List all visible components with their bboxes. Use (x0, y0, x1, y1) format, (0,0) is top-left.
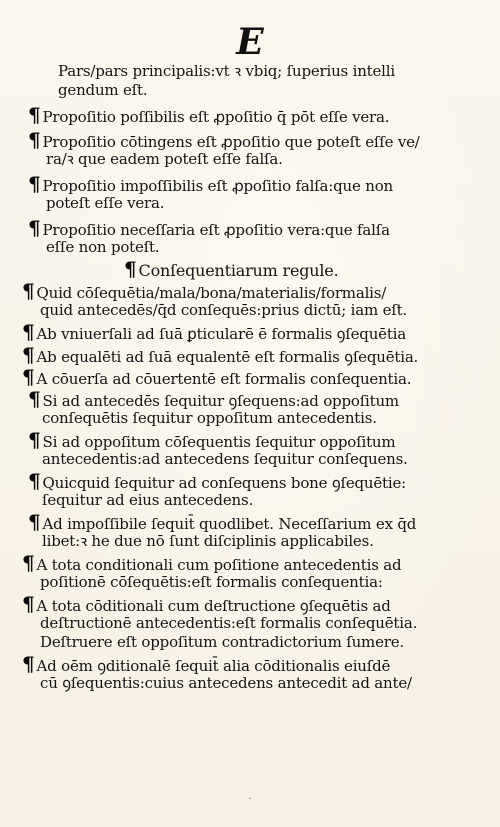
paragraph-line: ¶ Ab vniuerſali ad ſuā ꝑticularē ē formalis ꝯſequētia (22, 320, 406, 344)
paragraph-line: ¶ Quicquid ſequitur ad conſequens bone ꝯſequētie: (28, 469, 407, 493)
pilcrow-icon: ¶ (28, 510, 41, 534)
text-line: cū ꝯſequentis:cuius antecedens antecedit ad ante/ (40, 674, 412, 692)
paragraph-line: ¶ Propoſitio cōtingens eſt ꝓpoſitio que poteſt eſſe ve/ (28, 128, 420, 152)
paragraph-line: ¶ Ad impoſſibile ſequit̄ quodlibet. Neceſſarium ex q̄d (28, 510, 417, 534)
text-line: libet:ꝛ he due nō ſunt diſciplinis applicabiles. (42, 532, 374, 550)
pilcrow-icon: ¶ (22, 592, 35, 616)
gathering-signature-mark: E (236, 21, 264, 63)
text-line: conſequētis ſequitur oppoſitum antecedentis. (42, 409, 377, 427)
pilcrow-icon: ¶ (28, 216, 41, 240)
pilcrow-icon: ¶ (124, 257, 137, 281)
text-line: poteſt eſſe vera. (46, 194, 165, 212)
paragraph-line: ¶ Ad oēm ꝯditionalē ſequit̄ alia cōditionalis eiuſdē (22, 652, 391, 676)
text-line: eſſe non poteſt. (46, 238, 160, 256)
text-line: poſitionē cōſequētis:eſt formalis conſequentia: (40, 573, 383, 591)
pilcrow-icon: ¶ (28, 172, 41, 196)
paragraph-line: ¶ A tota cōditionali cum deſtructione ꝯſequētis ad (22, 592, 391, 616)
text-line: Pars/pars principalis:vt ꝛ vbiq; ſuperius intelli (58, 62, 395, 80)
paragraph-line: ¶ Si ad oppoſitum cōſequentis ſequitur oppoſitum (28, 428, 396, 452)
text-line: gendum eſt. (58, 81, 148, 99)
pilcrow-icon: ¶ (22, 652, 35, 676)
pilcrow-icon: ¶ (28, 128, 41, 152)
paragraph-line: ¶ Ab equalēti ad ſuā equalentē eſt formalis ꝯſequētia. (22, 343, 419, 367)
text-line: Deſtruere eſt oppoſitum contradictorium ſumere. (40, 633, 404, 651)
page-foot-dot: · (248, 794, 252, 805)
pilcrow-icon: ¶ (22, 343, 35, 367)
paragraph-line: ¶ Quid cōſequētia/mala/bona/materialis/formalis/ (22, 279, 387, 303)
pilcrow-icon: ¶ (28, 387, 41, 411)
pilcrow-icon: ¶ (22, 279, 35, 303)
paragraph-line: ¶ Si ad antecedēs ſequitur ꝯſequens:ad oppoſitum (28, 387, 399, 411)
paragraph-line: ¶ A cōuerſa ad cōuertentē eſt formalis conſequentia. (22, 365, 412, 389)
pilcrow-icon: ¶ (28, 469, 41, 493)
paragraph-line: ¶ Propoſitio poſſibilis eſt ꝓpoſitio q̄ pōt eſſe vera. (28, 103, 390, 127)
pilcrow-icon: ¶ (22, 365, 35, 389)
pilcrow-icon: ¶ (28, 103, 41, 127)
section-heading: ¶ Conſequentiarum regule. (124, 257, 339, 281)
text-line: antecedentis:ad antecedens ſequitur conſequens. (42, 450, 408, 468)
text-line: ra/ꝛ que eadem poteſt eſſe falſa. (46, 150, 283, 168)
paragraph-line: ¶ A tota conditionali cum poſitione antecedentis ad (22, 551, 402, 575)
paragraph-line: ¶ Propoſitio impoſſibilis eſt ꝓpoſitio falſa:que non (28, 172, 393, 196)
pilcrow-icon: ¶ (22, 320, 35, 344)
text-line: ſequitur ad eius antecedens. (42, 491, 254, 509)
paragraph-line: ¶ Propoſitio neceſſaria eſt ꝓpoſitio vera:que falſa (28, 216, 390, 240)
pilcrow-icon: ¶ (22, 551, 35, 575)
pilcrow-icon: ¶ (28, 428, 41, 452)
text-line: deſtructionē antecedentis:eſt formalis conſequētia. (40, 614, 418, 632)
text-line: quid antecedēs/q̄d conſequēs:prius dictū; iam eſt. (40, 301, 407, 319)
